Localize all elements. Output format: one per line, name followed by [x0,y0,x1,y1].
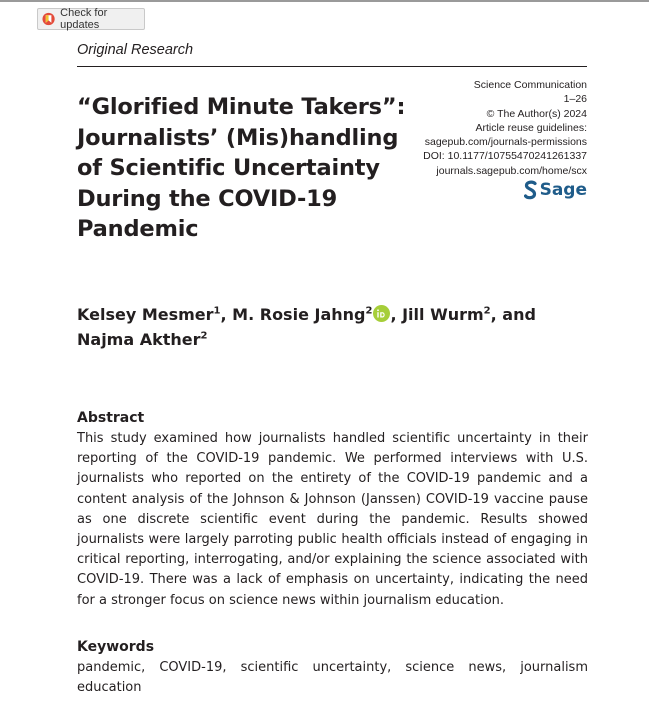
affiliation-mark: 2 [365,305,373,317]
author-name: M. Rosie Jahng [232,305,366,324]
affiliation-mark: 2 [200,330,208,342]
doi-link[interactable]: DOI: 10.1177/10755470241261337 [423,150,587,163]
author-name: Najma Akther [77,330,201,349]
header-rule [77,66,587,67]
sage-s-icon [524,180,537,200]
affiliation-mark: 1 [213,305,221,317]
abstract-heading: Abstract [77,410,145,426]
author-name: Jill Wurm [402,305,484,324]
author-name: Kelsey Mesmer [77,305,214,324]
page-range: 1–26 [563,93,587,106]
sage-wordmark: Sage [539,180,587,200]
journal-name: Science Communication [473,79,587,91]
affiliation-mark: 2 [483,305,491,317]
crossmark-icon [42,12,55,26]
check-for-updates-label: Check for updates [60,7,108,31]
keywords-text: pandemic, COVID-19, scientific uncertainty, science news, journalism education [77,660,588,696]
abstract-text: This study examined how journalists handled scientific uncertainty in their reporting of the COVID-19 pandemic. We performed interviews with U.S. journalists who reported on the entirety of the COVID-19 pandemic and a content analysis of the Johnson & Johnson (Janssen) COVID-19 vaccine pause as one discrete scientific event during the pandemic. Results showed journalists were largely parroting public health officials instead of engaging in critical reporting, interrogating, and/or explaining the science associated with COVID-19. There was a lack of emphasis on uncertainty, indicating the need for a stronger focus on science news within journalism education. [77,431,588,608]
keywords-heading: Keywords [77,639,155,655]
journal-meta [423,78,587,178]
sage-logo [524,180,587,200]
copyright: © The Author(s) 2024 [486,107,587,120]
orcid-icon[interactable] [373,305,390,322]
reuse-label: Article reuse guidelines: [475,121,587,134]
top-border [0,0,649,2]
article-title: “Glorified Minute Takers”: Journalists’ (Mis)handling of Scientific Uncertainty During the COVID-19 Pandemic [77,94,406,242]
reuse-link[interactable]: sagepub.com/journals-permissions [424,136,587,149]
journal-link[interactable]: journals.sagepub.com/home/scx [436,164,587,177]
author-list: Kelsey Mesmer$^1$, M. Rosie Jahng$^2$ , Jill Wurm$^2$, and Najma Akther$^2$ [77,305,536,349]
check-for-updates-button[interactable] [37,8,145,30]
article-type: Original Research [77,42,194,58]
